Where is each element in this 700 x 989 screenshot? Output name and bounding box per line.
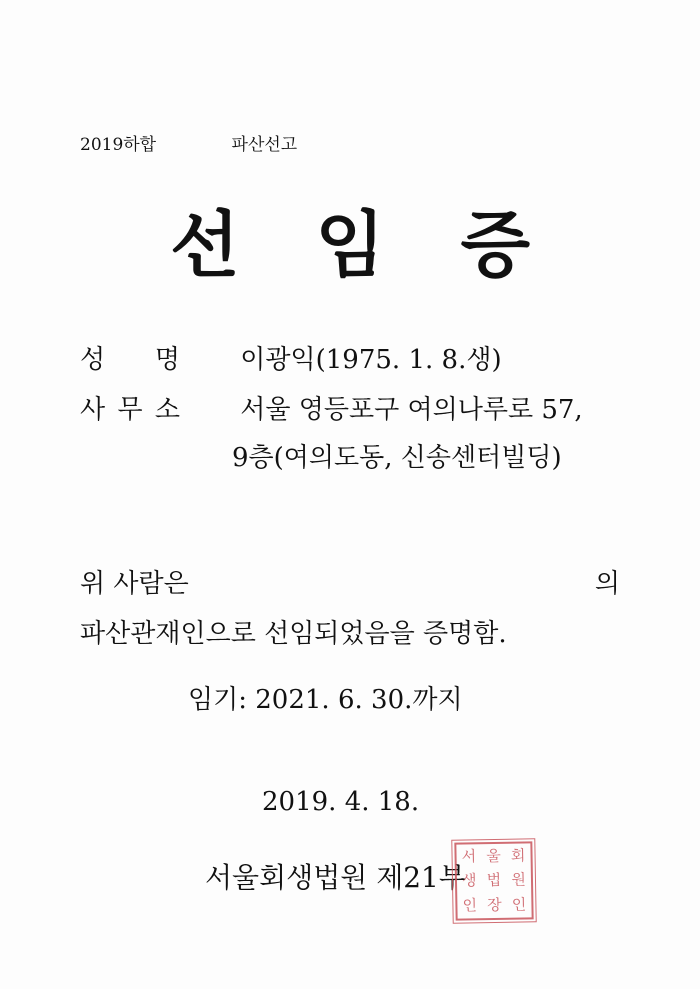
title-char: 증 xyxy=(460,202,530,287)
term-line: 임기: 2021. 6. 30.까지 xyxy=(188,685,463,715)
seal-char: 원 xyxy=(511,870,527,890)
case-header xyxy=(80,130,297,155)
office-label xyxy=(80,392,180,428)
label-char: 무 xyxy=(117,395,143,425)
court-name: 서울회생법원 제21부 xyxy=(205,861,466,894)
title-char: 선 xyxy=(170,202,240,287)
seal-char: 서 xyxy=(461,847,477,866)
seal-char: 인 xyxy=(511,895,527,914)
office-field-row xyxy=(80,392,583,428)
case-type: 파산선고 xyxy=(231,135,298,155)
name-value: 이광익(1975. 1. 8.생) xyxy=(240,345,502,375)
body-line-2: 파산관재인으로 선임되었음을 증명함. xyxy=(80,619,507,649)
seal-char: 울 xyxy=(486,846,501,865)
label-char: 소 xyxy=(154,395,180,425)
body-line-1 xyxy=(80,566,620,602)
label-char: 성 xyxy=(80,345,106,375)
name-label xyxy=(80,342,180,378)
label-char: 사 xyxy=(80,395,106,425)
body-line-1-left: 위 사람은 xyxy=(80,569,189,599)
seal-char: 회 xyxy=(510,846,526,865)
body-line-1-right: 의 xyxy=(594,569,620,599)
office-value-line2: 9층(여의도동, 신송센터빌딩) xyxy=(232,443,562,473)
issue-date: 2019. 4. 18. xyxy=(262,787,420,817)
label-char: 명 xyxy=(154,345,180,375)
title-char: 임 xyxy=(315,202,385,287)
court-seal-stamp xyxy=(454,841,533,920)
document-title xyxy=(170,200,530,290)
case-number: 2019하합 xyxy=(80,135,157,155)
seal-char: 장 xyxy=(487,896,502,915)
seal-char: 생 xyxy=(461,871,477,891)
office-value-line1: 서울 영등포구 여의나루로 57, xyxy=(240,395,583,425)
seal-char: 인 xyxy=(462,896,478,915)
name-field-row xyxy=(80,342,502,378)
seal-char: 법 xyxy=(486,871,502,890)
